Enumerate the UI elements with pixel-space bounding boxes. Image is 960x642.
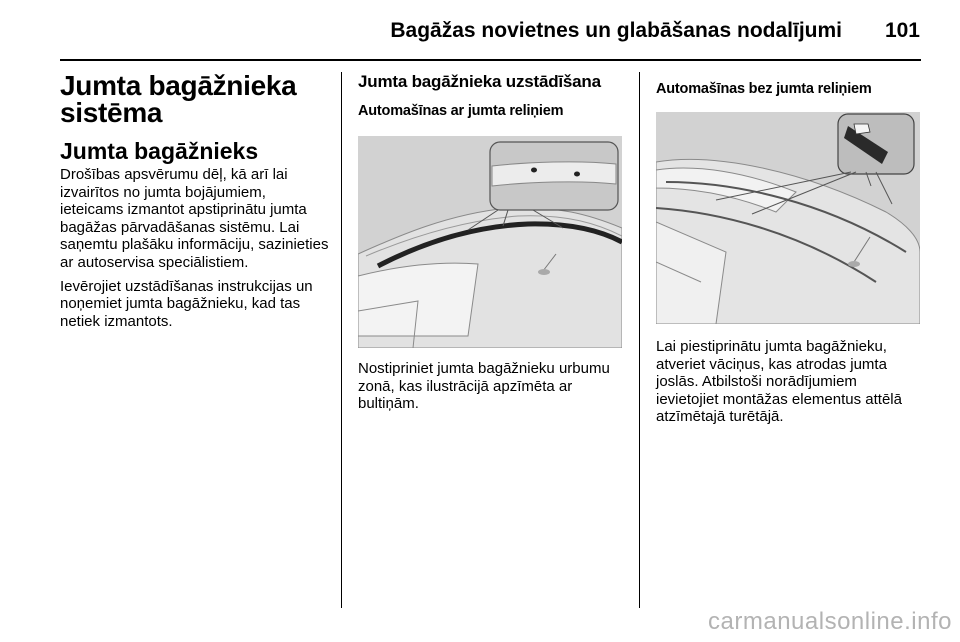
section-subheading: Automašīnas ar jumta reliņiem	[358, 103, 564, 119]
column-divider-2	[639, 72, 640, 608]
section-title: Jumta bagāžnieka sistēma	[60, 70, 297, 128]
roof-without-rails-illustration	[656, 112, 920, 324]
header-title: Bagāžas novietnes un glabāšanas nodalījumi	[390, 19, 842, 42]
section-subtitle: Jumta bagāžnieks	[60, 138, 259, 164]
column-divider-1	[341, 72, 342, 608]
column-2	[358, 72, 624, 419]
column-1	[60, 72, 330, 336]
section-subheading: Automašīnas bez jumta reliņiem	[656, 81, 872, 97]
watermark: carmanualsonline.info	[708, 608, 952, 635]
body-paragraph: Nostipriniet jumta bagāžnieku urbumu zonā, kas ilustrācijā apzīmēta ar bultiņām.	[358, 360, 610, 413]
body-paragraph: Ievērojiet uzstādīšanas instrukcijas un noņemiet jumta bagāžnieku, kad tas netiek izmantots.	[60, 277, 313, 330]
body-paragraph: Drošības apsvērumu dēļ, kā arī lai izvairītos no jumta bojājumiem, ieteicams izmantot apstiprinātu jumta bagāžas pārvadāšanas sistēmu. Lai saņemtu plašāku informāciju, sazinieties ar autoservisa speciālistiem.	[60, 166, 329, 271]
section-heading: Jumta bagāžnieka uzstādīšana	[358, 72, 601, 91]
page-number: 101	[884, 19, 920, 42]
column-3	[656, 72, 922, 432]
header-rule	[60, 59, 921, 61]
roof-rails-illustration	[358, 136, 622, 348]
body-paragraph: Lai piestiprinātu jumta bagāžnieku, atveriet vāciņus, kas atrodas jumta joslās. Atbilstoši norādījumiem ievietojiet montāžas elementus attēlā atzīmētajā turētājā.	[656, 338, 902, 426]
